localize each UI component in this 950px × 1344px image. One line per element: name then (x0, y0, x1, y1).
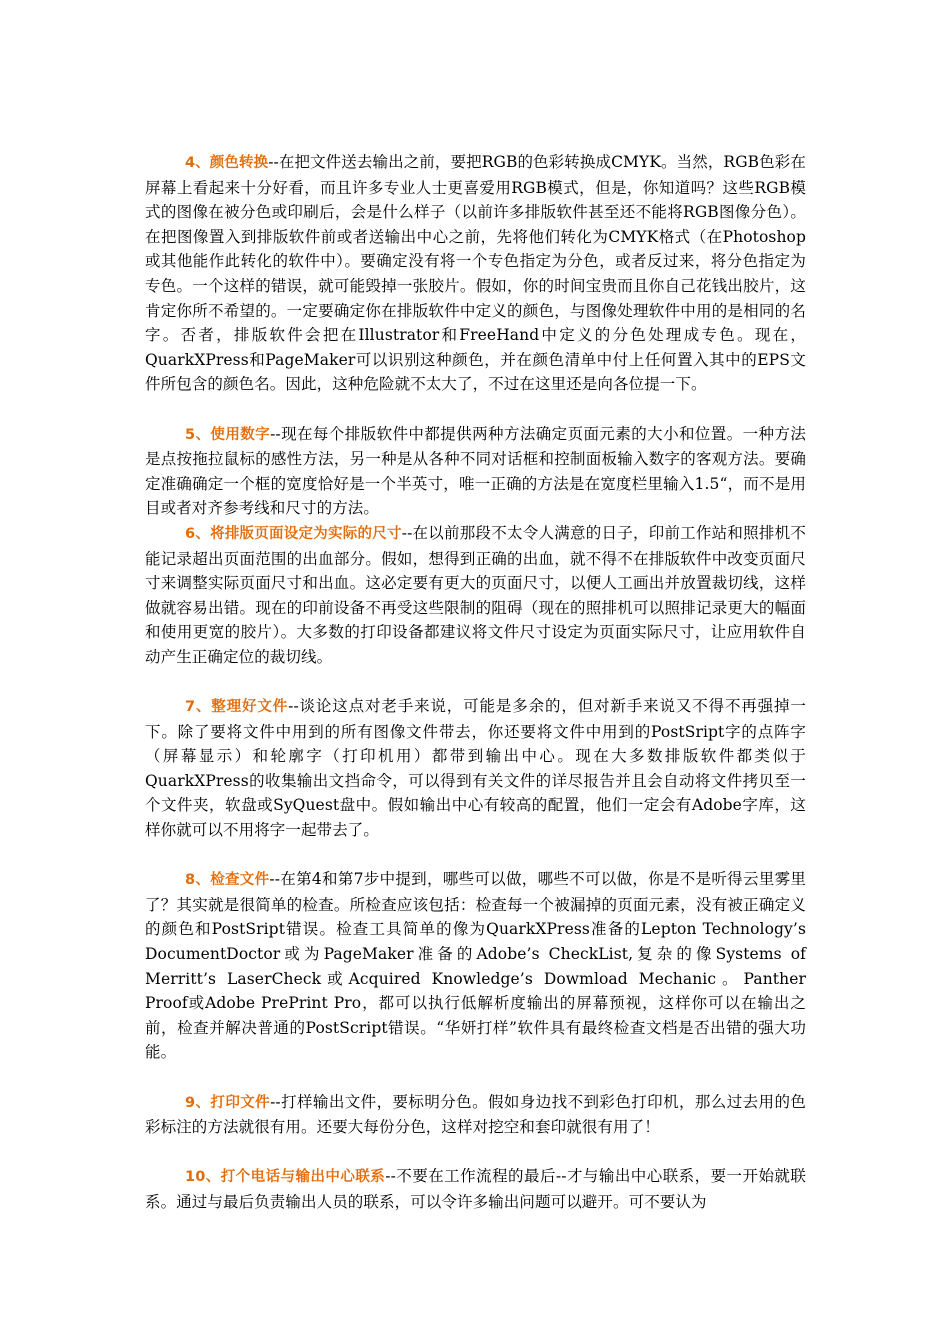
paragraph-gap (145, 669, 806, 694)
section-9-heading: 9、打印文件 (185, 1094, 271, 1111)
section-10-text: --不要在工作流程的最后--才与输出中心联系，要一开始就联系。通过与最后负责输出人员的联系，可以令许多输出问题可以避开。可不要认为 (145, 1167, 806, 1211)
section-5-text: --现在每个排版软件中都提供两种方法确定页面元素的大小和位置。一种方法是点按拖拉鼠标的感性方法，另一种是从各种不同对话框和控制面板输入数字的客观方法。要确定准确确定一个框的宽度恰好是一个半英寸，唯一正确的方法是在宽度栏里输入1.5“，而不是用目或者对齐参考线和尺寸的方法。 (145, 424, 806, 518)
section-9-paragraph (145, 1090, 806, 1140)
paragraph-gap (145, 397, 806, 422)
paragraph-gap (145, 1140, 806, 1165)
section-7-heading: 7、整理好文件 (185, 699, 289, 716)
section-7-paragraph (145, 694, 806, 843)
section-6-heading: 6、将排版页面设定为实际的尺寸 (185, 525, 402, 542)
section-8-text: --在第4和第7步中提到，哪些可以做，哪些不可以做，你是不是听得云里雾里了？其实就是很简单的检查。所检查应该包括：检查每一个被漏掉的页面元素，没有被正确定义的颜色和PostSript错误。检查工具简单的像为QuarkXPress准备的Lepton Technology’s DocumentDoctor或为PageMaker准备的Adobe’s CheckList,复杂的像Systems of Merritt’s LaserCheck或Acquired Knowledge’s Dowmload Mechanic。Panther Proof或Adobe PrePrint Pro，都可以执行低解析度输出的屏幕预视，这样你可以在输出之前，检查并解决普通的PostScript错误。“华妍打样”软件具有最终检查文档是否出错的强大功能。 (145, 870, 806, 1062)
section-10-paragraph (145, 1164, 806, 1214)
section-10-heading: 10、打个电话与输出中心联系 (185, 1169, 386, 1186)
section-8-heading: 8、检查文件 (185, 872, 270, 889)
section-6-paragraph (145, 521, 806, 670)
section-5-heading: 5、使用数字 (185, 426, 271, 443)
section-7-text: --谈论这点对老手来说，可能是多余的，但对新手来说又不得不再强掉一下。除了要将文件中用到的所有图像文件带去，你还要将文件中用到的PostSript字的点阵字（屏幕显示）和轮廓字（打印机用）都带到输出中心。现在大多数排版软件都类似于QuarkXPress的收集输出文挡命令，可以得到有关文件的详尽报告并且会自动将文件拷贝至一个文件夹，软盘或SyQuest盘中。假如输出中心有较高的配置，他们一定会有Adobe字库，这样你就可以不用将字一起带去了。 (145, 697, 806, 840)
section-4-text: --在把文件送去输出之前，要把RGB的色彩转换成CMYK。当然，RGB色彩在屏幕上看起来十分好看，而且许多专业人士更喜爱用RGB模式，但是，你知道吗？这些RGB模式的图像在被分色或印刷后，会是什么样子（以前许多排版软件甚至还不能将RGB图像分色）。在把图像置入到排版软件前或者送输出中心之前，先将他们转化为CMYK格式（在Photoshop或其他能作此转化的软件中）。要确定没有将一个专色指定为分色，或者反过来，将分色指定为专色。一个这样的错误，就可能毁掉一张胶片。假如，你的时间宝贵而且你自己花钱出胶片，这肯定你所不希望的。一定要确定你在排版软件中定义的颜色，与图像处理软件中用的是相同的名字。否者，排版软件会把在Illustrator和FreeHand中定义的分色处理成专色。现在，QuarkXPress和PageMaker可以识别这种颜色，并在颜色清单中付上任何置入其中的EPS文件所包含的颜色名。因此，这种危险就不太大了，不过在这里还是向各位提一下。 (145, 153, 806, 394)
paragraph-gap (145, 843, 806, 868)
section-9-text: --打样输出文件，要标明分色。假如身边找不到彩色打印机，那么过去用的色彩标注的方法就很有用。还要大每份分色，这样对挖空和套印就很有用了！ (145, 1092, 806, 1137)
section-6-text: --在以前那段不太令人满意的日子，印前工作站和照排机不能记录超出页面范围的出血部分。假如，想得到正确的出血，就不得不在排版软件中改变页面尺寸来调整实际页面尺寸和出血。这必定要有更大的页面尺寸，以便人工画出并放置裁切线，这样做就容易出错。现在的印前设备不再受这些限制的阻碍（现在的照排机可以照排记录更大的幅面和使用更宽的胶片）。大多数的打印设备都建议将文件尺寸设定为页面实际尺寸，让应用软件自动产生正确定位的裁切线。 (145, 523, 806, 666)
section-4-heading: 4、颜色转换 (185, 155, 269, 171)
document-body (145, 150, 806, 1215)
section-8-paragraph (145, 867, 806, 1065)
section-5-paragraph (145, 422, 806, 521)
paragraph-gap (145, 1065, 806, 1090)
section-4-paragraph (145, 150, 806, 397)
